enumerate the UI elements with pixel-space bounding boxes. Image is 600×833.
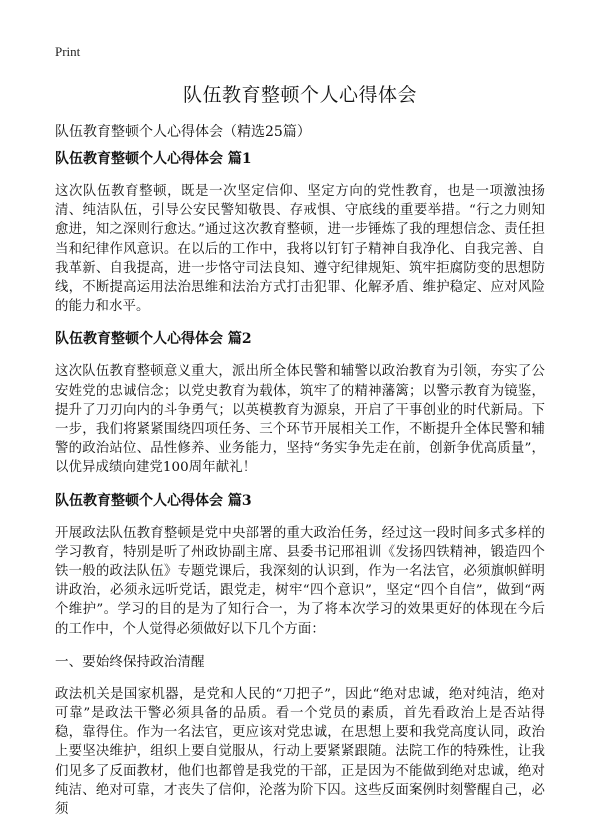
section-heading-2: 队伍教育整顿个人心得体会 篇2 [55, 331, 252, 348]
point-heading: 一、要始终保持政治清醒 [55, 653, 205, 670]
document-body [55, 150, 545, 833]
section-paragraph-2: 这次队伍教育整顿意义重大，派出所全体民警和辅警以政治教育为引领，夯实了公安姓党的忠诚信念；以党史教育为载体，筑牢了的精神藩篱；以警示教育为镜鉴，提升了刀刃向内的斗争勇气；以英模教育为源泉，开启了干事创业的时代新局。下一步，我们将紧紧围绕四项任务、三个环节开展相关工作，不断提升全体民警和辅警的政治站位、品性修养、业务能力，坚持“务实争先走在前，创新争优高质量”，以优异成绩向建党100周年献礼！ [55, 364, 545, 476]
document-subtitle: 队伍教育整顿个人心得体会（精选25篇） [55, 124, 311, 140]
section-paragraph-1: 这次队伍教育整顿，既是一次坚定信仰、坚定方向的党性教育，也是一项激浊扬清、纯洁队伍，引导公安民警知敬畏、存戒惧、守底线的重要举措。“行之力则知愈进，知之深则行愈达。”通过这次教育整顿，进一步锤炼了我的理想信念、责任担当和纪律作风意识。在以后的工作中，我将以钉钉子精神自我净化、自我完善、自我革新、自我提高，进一步恪守司法良知、遵守纪律规矩、筑牢拒腐防变的思想防线，不断提高运用法治思维和法治方式打击犯罪、化解矛盾、维护稳定、应对风险的能力和水平。 [55, 184, 545, 315]
page-title: 队伍教育整顿个人心得体会 [182, 84, 417, 106]
section-heading-1: 队伍教育整顿个人心得体会 篇1 [55, 151, 252, 167]
print-link[interactable]: Print [55, 44, 81, 59]
section-paragraph-3: 开展政法队伍教育整顿是党中央部署的重大政治任务，经过这一段时间多式多样的学习教育，特别是听了州政协副主席、县委书记邢祖训《发扬四铁精神，锻造四个铁一般的政法队伍》专题党课后，我深刻的认识到，作为一名法官，必须旗帜鲜明讲政治，必须永远听党话，跟党走，树牢“四个意识”，坚定“四个自信”，做到“两个维护”。学习的目的是为了知行合一，为了将本次学习的效果更好的体现在今后的工作中，个人觉得必须做好以下几个方面： [55, 525, 545, 637]
point-paragraph: 政法机关是国家机器，是党和人民的“刀把子”，因此“绝对忠诚，绝对纯洁，绝对可靠”是政法干警必须具备的品质。看一个党员的素质，首先看政治上是否站得稳，靠得住。作为一名法官，更应该对党忠诚，在思想上要和我党高度认同，政治上要坚决维护，组织上要自觉服从，行动上要紧紧跟随。法院工作的特殊性，让我们见多了反面教材，他们也都曾是我党的干部，正是因为不能做到绝对忠诚，绝对纯洁、绝对可靠，才丧失了信仰，沦落为阶下囚。这些反面案例时刻警醒自己，必须 [55, 686, 545, 818]
section-heading-3: 队伍教育整顿个人心得体会 篇3 [55, 492, 252, 509]
